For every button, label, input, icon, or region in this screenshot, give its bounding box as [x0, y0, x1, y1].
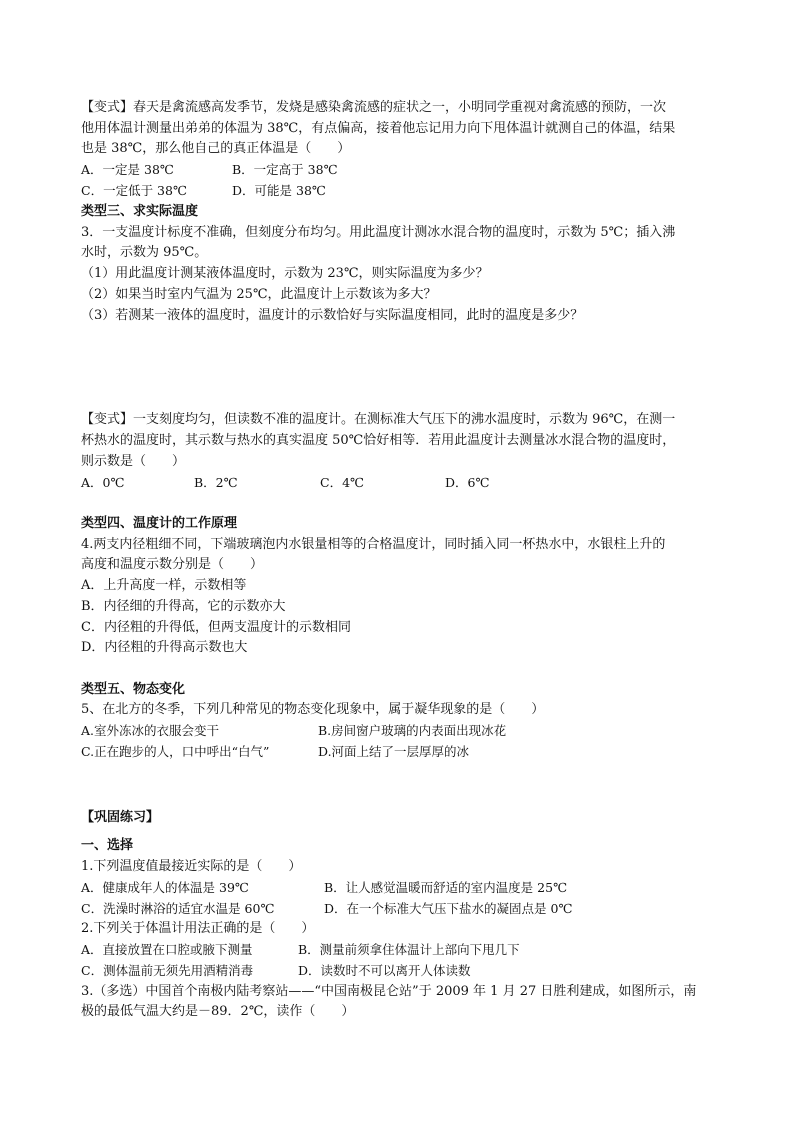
- practice-q1-option-a: A．健康成年人的体温是 39℃: [81, 880, 249, 895]
- type3-sub-2: （2）如果当时室内气温为 25℃，此温度计上示数该为多大？: [81, 287, 437, 302]
- practice-q2-option-d: D．读数时不可以离开人体读数: [298, 963, 471, 978]
- practice-q2: 2.下列关于体温计用法正确的是（ ）: [81, 921, 315, 936]
- type3-heading: 类型三、求实际温度: [81, 204, 199, 219]
- variant-2-option-b: B．2℃: [194, 475, 238, 490]
- practice-section-heading: 一、选择: [81, 838, 134, 853]
- type5-heading: 类型五、物态变化: [81, 682, 186, 697]
- type4-option-b: B．内径细的升得高，它的示数亦大: [81, 599, 286, 614]
- variant-2-option-a: A．0℃: [81, 475, 125, 490]
- variant-1-option-b: B．一定高于 38℃: [232, 162, 338, 177]
- practice-q1-option-d: D．在一个标准大气压下盐水的凝固点是 0℃: [324, 901, 573, 916]
- practice-q2-option-c: C．测体温前无须先用酒精消毒: [81, 963, 254, 978]
- variant-1-option-a: A．一定是 38℃: [81, 162, 174, 177]
- type4-line-1: 4.两支内径粗细不同，下端玻璃泡内水银量相等的合格温度计，同时插入同一杯热水中，水银柱上升的: [81, 537, 666, 552]
- practice-q1-option-c: C．洗澡时淋浴的适宜水温是 60℃: [81, 901, 275, 916]
- type3-line-2: 水时，示数为 95℃。: [81, 245, 208, 260]
- type5-option-a: A.室外冻冰的衣服会变干: [81, 723, 220, 738]
- variant-1-line-3: 也是 38℃，那么他自己的真正体温是（ ）: [81, 141, 351, 156]
- type3-sub-1: （1）用此温度计测某液体温度时，示数为 23℃，则实际温度为多少？: [81, 266, 489, 281]
- variant-1-option-c: C．一定低于 38℃: [81, 183, 187, 198]
- type5-option-b: B.房间窗户玻璃的内表面出现冰花: [318, 723, 507, 738]
- type5-option-c: C.正在跑步的人，口中呼出“白气”: [81, 744, 270, 759]
- variant-2-line-2: 杯热水的温度时，其示数与热水的真实温度 50℃恰好相等．若用此温度计去测量冰水混合物的温度时，: [81, 433, 676, 448]
- variant-1-option-d: D．可能是 38℃: [232, 183, 326, 198]
- practice-title: 【巩固练习】: [81, 810, 160, 825]
- variant-2-line-1: 【变式】一支刻度均匀，但读数不准的温度计。在测标准大气压下的沸水温度时，示数为 96℃，在测一: [81, 412, 676, 427]
- practice-q2-option-a: A．直接放置在口腔或腋下测量: [81, 942, 253, 957]
- variant-2-option-d: D．6℃: [445, 475, 490, 490]
- type5-option-d: D.河面上结了一层厚厚的冰: [318, 744, 470, 759]
- type4-line-2: 高度和温度示数分别是（ ）: [81, 557, 264, 572]
- practice-q3-line-2: 极的最低气温大约是－89．2℃，读作（ ）: [81, 1004, 355, 1019]
- practice-q2-option-b: B．测量前须拿住体温计上部向下甩几下: [298, 942, 520, 957]
- type4-heading: 类型四、温度计的工作原理: [81, 516, 238, 531]
- type3-line-1: 3．一支温度计标度不准确，但刻度分布均匀。用此温度计测冰水混合物的温度时，示数为 5℃；插入沸: [81, 225, 676, 240]
- type4-option-c: C．内径粗的升得低，但两支温度计的示数相同: [81, 620, 351, 635]
- practice-q3-line-1: 3.（多选）中国首个南极内陆考察站——“中国南极昆仑站”于 2009 年 1 月 27 日胜利建成，如图所示，南: [81, 984, 697, 999]
- variant-2-option-c: C．4℃: [320, 475, 365, 490]
- variant-2-line-3: 则示数是（ ）: [81, 454, 186, 469]
- practice-q1-option-b: B．让人感觉温暖而舒适的室内温度是 25℃: [324, 880, 568, 895]
- type3-sub-3: （3）若测某一液体的温度时，温度计的示数恰好与实际温度相同，此时的温度是多少？: [81, 308, 584, 323]
- variant-1-line-2: 他用体温计测量出弟弟的体温为 38℃，有点偏高，接着他忘记用力向下甩体温计就测自己的体温，结果: [81, 121, 676, 136]
- variant-1-line-1: 【变式】春天是禽流感高发季节，发烧是感染禽流感的症状之一，小明同学重视对禽流感的预防，一次: [81, 100, 667, 115]
- practice-q1: 1.下列温度值最接近实际的是（ ）: [81, 859, 302, 874]
- type4-option-a: A．上升高度一样，示数相等: [81, 578, 247, 593]
- type4-option-d: D．内径粗的升得高示数也大: [81, 640, 248, 655]
- type5-question: 5、在北方的冬季，下列几种常见的物态变化现象中，属于凝华现象的是（ ）: [81, 702, 545, 717]
